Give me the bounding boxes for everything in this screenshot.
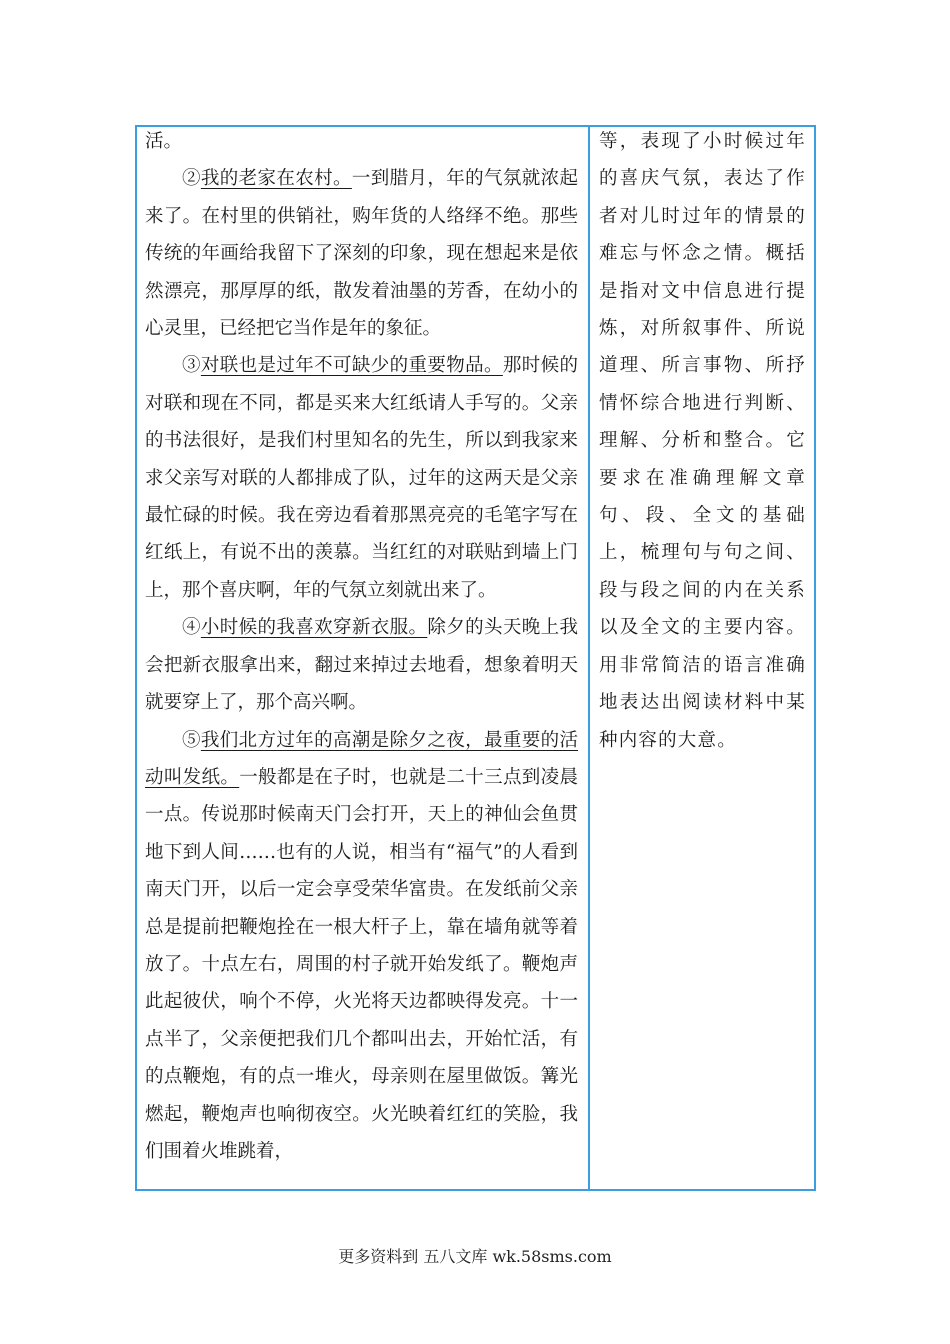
paragraph-marker: ④	[182, 617, 201, 639]
paragraph-body: 那时候的对联和现在不同，都是买来大红纸请人手写的。父亲的书法很好，是我们村里知名的先生，所以到我家来求父亲写对联的人都排成了队，过年的这两天是父亲最忙碌的时候。我在旁边看着那黑亮亮的毛笔字写在红纸上，有说不出的羡慕。当红红的对联贴到墙上门上，那个喜庆啊，年的气氛立刻就出来了。	[145, 355, 578, 601]
paragraph-marker: ③	[182, 355, 201, 377]
paragraph-continuation: 活。	[145, 131, 183, 152]
paragraph-body: 一般都是在子时，也就是二十三点到凌晨一点。传说那时候南天门会打开，天上的神仙会鱼贯地下到人间……也有的人说，相当有“福气”的人看到南天门开，以后一定会享受荣华富贵。在发纸前父亲总是提前把鞭炮拴在一根大杆子上，靠在墙角就等着放了。十点左右，周围的村子就开始发纸了。鞭炮声此起彼伏，响个不停，火光将天边都映得发亮。十一点半了，父亲便把我们几个都叫出去，开始忙活，有的点鞭炮，有的点一堆火，母亲则在屋里做饭。篝光燃起，鞭炮声也响彻夜空。火光映着红红的笑脸，我们围着火堆跳着，	[145, 766, 578, 1162]
analysis-column	[590, 127, 814, 1189]
underlined-topic-sentence: 对联也是过年不可缺少的重要物品。	[200, 355, 503, 377]
paragraph-marker: ②	[182, 168, 201, 190]
footer-source-note: 更多资料到 五八文库 wk.58sms.com	[338, 1247, 612, 1266]
content-table	[135, 125, 816, 1191]
paragraph-3	[145, 347, 578, 609]
paragraph-marker: ⑤	[182, 729, 201, 751]
underlined-topic-sentence: 我们北方过年的高潮是除夕之夜，最重要的活动叫发纸。	[145, 729, 578, 788]
analysis-text: 等，表现了小时候过年的喜庆气氛，表达了作者对儿时过年的情景的难忘与怀念之情。概括是指对文中信息进行提炼，对所叙事件、所说道理、所言事物、所抒情怀综合地进行判断、理解、分析和整合。它要求在准确理解文章句、段、全文的基础上，梳理句与句之间、段与段之间的内在关系以及全文的主要内容。用非常简洁的语言准确地表达出阅读材料中某种内容的大意。	[599, 131, 806, 751]
underlined-topic-sentence: 小时候的我喜欢穿新衣服。	[200, 617, 428, 639]
paragraph-body: 除夕的头天晚上我会把新衣服拿出来，翻过来掉过去地看，想象着明天就要穿上了，那个高兴啊。	[145, 617, 578, 714]
paragraph-2	[145, 160, 578, 347]
paragraph-5	[145, 722, 578, 1171]
paragraph-body: 一到腊月，年的气氛就浓起来了。在村里的供销社，购年货的人络绎不绝。那些传统的年画给我留下了深刻的印象，现在想起来是依然漂亮，那厚厚的纸，散发着油墨的芳香，在幼小的心灵里，已经把它当作是年的象征。	[145, 168, 578, 340]
underlined-topic-sentence: 我的老家在农村。	[200, 168, 352, 190]
passage-column	[137, 127, 590, 1189]
paragraph-4	[145, 609, 578, 721]
